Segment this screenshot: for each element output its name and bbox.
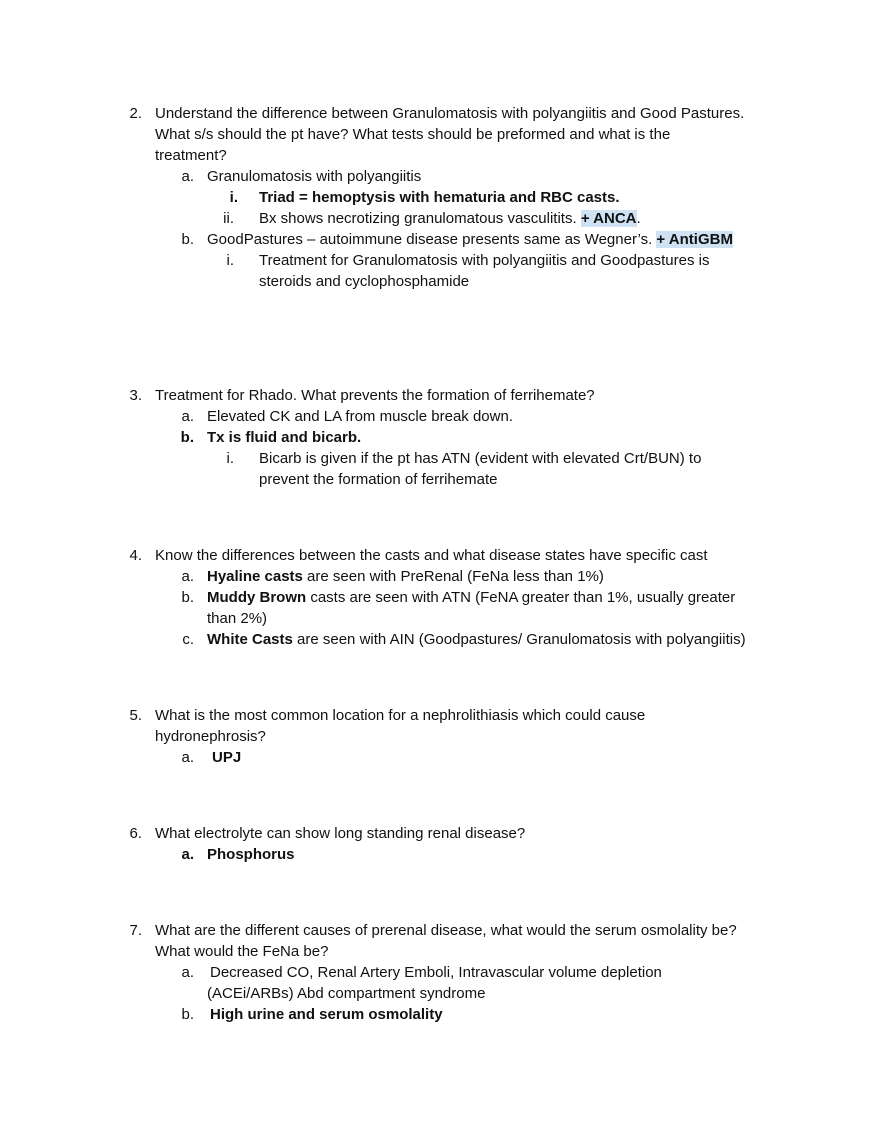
question-text: hydronephrosis? — [155, 728, 266, 745]
list-marker: a. — [181, 408, 194, 425]
answer-text: White Casts are seen with AIN (Goodpastures/ Granulomatosis with polyangiitis) — [207, 631, 746, 648]
question-number: 3. — [129, 387, 142, 404]
answer-text: Elevated CK and LA from muscle break down. — [207, 408, 513, 425]
list-marker: i. — [226, 450, 234, 467]
question-text: What are the different causes of prerenal disease, what would the serum osmolality be? — [155, 922, 737, 939]
list-marker: a. — [181, 168, 194, 185]
list-marker: a. — [181, 568, 194, 585]
answer-text: Decreased CO, Renal Artery Emboli, Intravascular volume depletion — [210, 964, 662, 981]
question-text: Treatment for Rhado. What prevents the formation of ferrihemate? — [155, 387, 595, 404]
question-number: 7. — [129, 922, 142, 939]
question-text: What would the FeNa be? — [155, 943, 329, 960]
answer-text: Muddy Brown casts are seen with ATN (FeNA greater than 1%, usually greater — [207, 589, 736, 606]
answer-text: Treatment for Granulomatosis with polyangiitis and Goodpastures is — [259, 252, 710, 269]
list-marker: b. — [181, 1006, 194, 1023]
answer-text: Phosphorus — [207, 846, 295, 863]
list-marker: b. — [181, 231, 194, 248]
answer-text: Tx is fluid and bicarb. — [207, 429, 362, 446]
answer-text: prevent the formation of ferrihemate — [259, 471, 498, 488]
answer-text: Bicarb is given if the pt has ATN (evident with elevated Crt/BUN) to — [259, 450, 702, 467]
list-marker: a. — [181, 964, 194, 981]
list-marker: b. — [181, 589, 194, 606]
list-marker: a. — [181, 749, 194, 766]
question-number: 6. — [129, 825, 142, 842]
question-number: 4. — [129, 547, 142, 564]
question-text: Know the differences between the casts and what disease states have specific cast — [155, 547, 708, 564]
question-text: What s/s should the pt have? What tests should be preformed and what is the — [155, 126, 671, 143]
list-marker: a. — [181, 846, 194, 863]
answer-text: steroids and cyclophosphamide — [259, 273, 470, 290]
list-marker: ii. — [223, 210, 234, 227]
highlighted-term: + ANCA — [580, 210, 637, 227]
answer-text: UPJ — [212, 749, 242, 766]
answer-text: Triad = hemoptysis with hematuria and RBC casts. — [259, 189, 620, 206]
list-marker: b. — [180, 429, 194, 446]
answer-text: Bx shows necrotizing granulomatous vasculitits. + ANCA. — [259, 210, 641, 227]
list-marker: i. — [226, 252, 234, 269]
answer-text: High urine and serum osmolality — [210, 1006, 443, 1023]
answer-text: Hyaline casts are seen with PreRenal (FeNa less than 1%) — [207, 568, 604, 585]
answer-text: Granulomatosis with polyangiitis — [207, 168, 422, 185]
list-marker: i. — [229, 189, 238, 206]
question-number: 2. — [129, 105, 142, 122]
question-text: Understand the difference between Granulomatosis with polyangiitis and Good Pastures. — [155, 105, 745, 122]
highlighted-term: + AntiGBM — [656, 231, 733, 248]
list-marker: c. — [182, 631, 194, 648]
answer-text: GoodPastures – autoimmune disease presents same as Wegner’s. + AntiGBM — [207, 231, 733, 248]
answer-text: than 2%) — [207, 610, 268, 627]
question-text: What is the most common location for a nephrolithiasis which could cause — [155, 707, 646, 724]
question-text: What electrolyte can show long standing renal disease? — [155, 825, 526, 842]
answer-text: (ACEi/ARBs) Abd compartment syndrome — [207, 985, 486, 1002]
question-text: treatment? — [155, 147, 227, 164]
question-number: 5. — [129, 707, 142, 724]
